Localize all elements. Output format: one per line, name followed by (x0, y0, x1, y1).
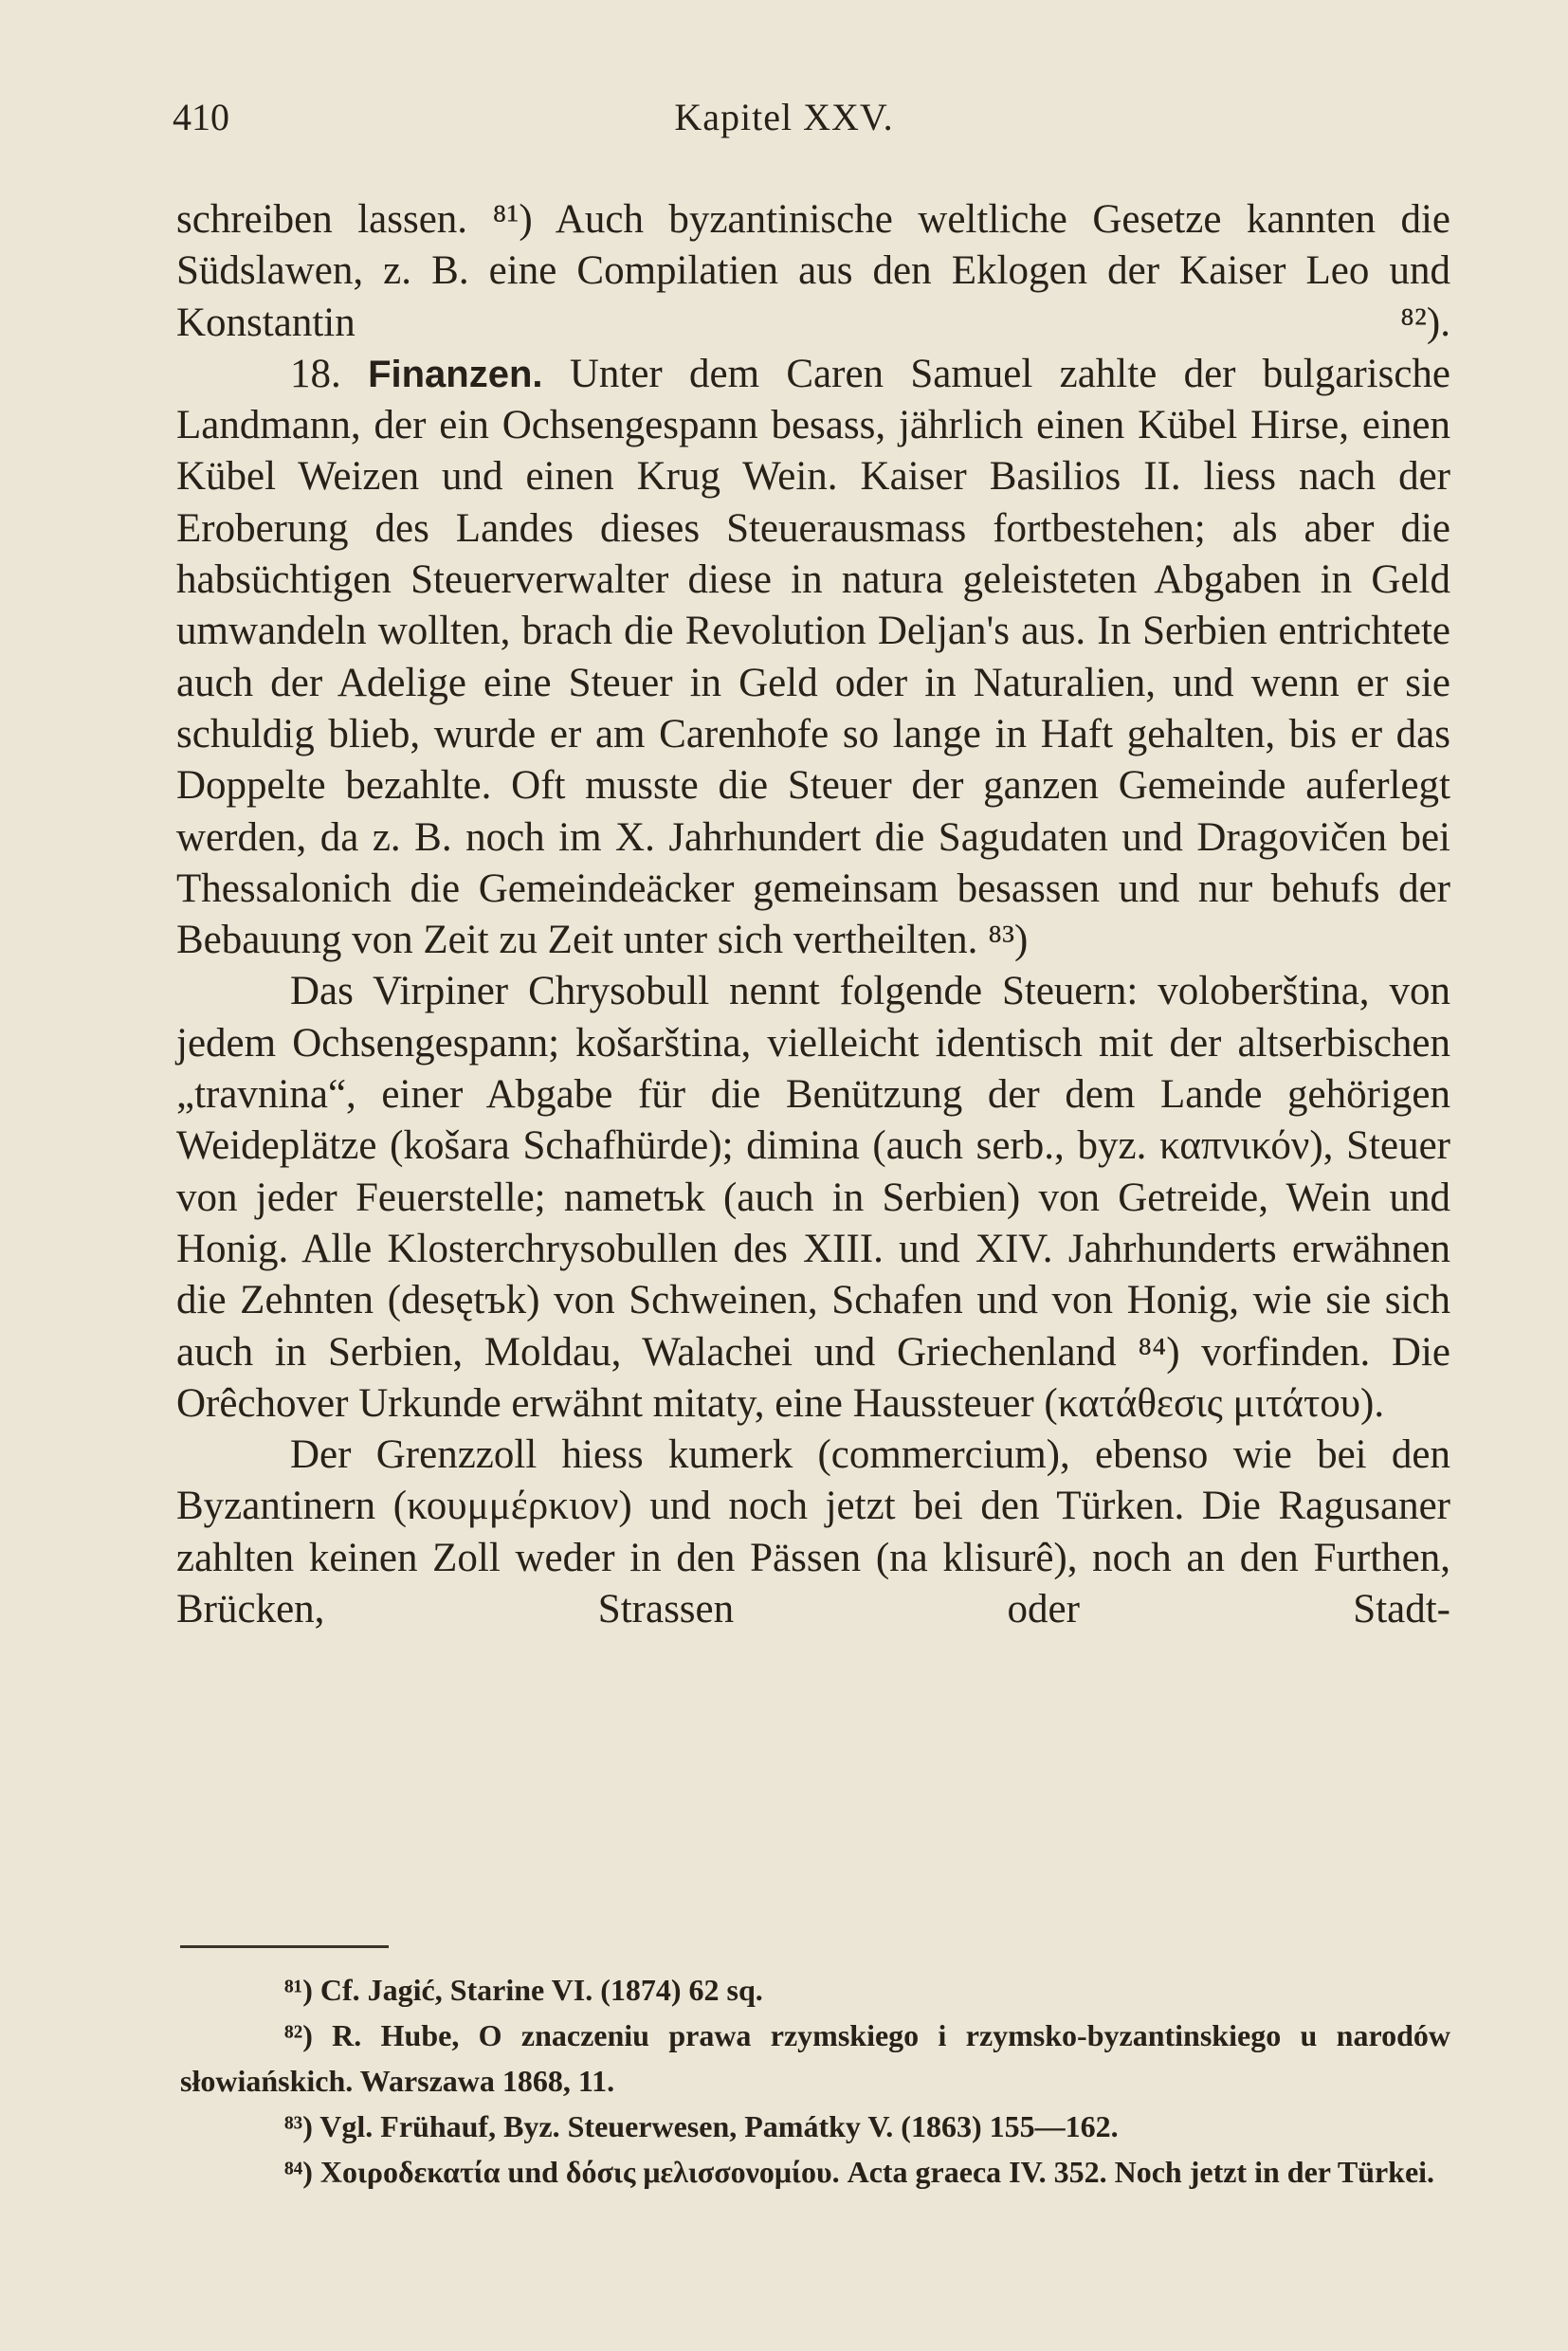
footnote-84: ⁸⁴) Χοιροδεκατία und δόσις μελισσονομίου. Acta graeca IV. 352. Noch jetzt in der Türkei. (284, 2155, 1435, 2189)
paragraph-1: schreiben lassen. ⁸¹) Auch byzantinische weltliche Gesetze kannten die Südslawen, z. B. eine Compilatien aus den Eklogen der Kaiser Leo und Konstantin ⁸²). (176, 197, 1450, 345)
footnote-divider (180, 1945, 389, 1948)
footnote-83: ⁸³) Vgl. Frühauf, Byz. Steuerwesen, Památky V. (1863) 155—162. (284, 2109, 1119, 2143)
page-number: 410 (173, 96, 229, 138)
footnote-82: ⁸²) R. Hube, O znaczeniu prawa rzymskiego i rzymsko-byzantinskiego u narodów słowiańskich. Warszawa 1868, 11. (180, 2018, 1450, 2098)
paragraph-2-finanzen (176, 349, 1450, 967)
running-header (173, 95, 1395, 142)
footnotes (180, 1967, 1450, 2195)
main-text (176, 194, 1450, 1635)
footnote-81: ⁸¹) Cf. Jagić, Starine VI. (1874) 62 sq. (284, 1973, 763, 2007)
section-number: 18. (290, 351, 341, 396)
chapter-title: Kapitel XXV. (674, 96, 894, 138)
section-heading: Finanzen. (368, 353, 543, 395)
paragraph-4: Der Grenzzoll hiess kumerk (commercium), ebenso wie bei den Byzantinern (κουμμέρκιον) und noch jetzt bei den Türken. Die Ragusaner zahlten keinen Zoll weder in den Pässen (na klisurê), noch an den Furthen, Brücken, Strassen oder Stadt- (176, 1432, 1450, 1632)
paragraph-3: Das Virpiner Chrysobull nennt folgende Steuern: voloberština, von jedem Ochsengespann; košarština, vielleicht identisch mit der altserbischen „travnina“, einer Abgabe für die Benützung der dem Lande gehörigen Weideplätze (košara Schafhürde); dimina (auch serb., byz. καπνικόν), Steuer von jeder Feuerstelle; nametъk (auch in Serbien) von Getreide, Wein und Honig. Alle Klosterchrysobullen des XIII. und XIV. Jahrhunderts erwähnen die Zehnten (desętъk) von Schweinen, Schafen und von Honig, wie sie sich auch in Serbien, Moldau, Walachei und Griechenland ⁸⁴) vorfinden. Die Orêchover Urkunde erwähnt mitaty, eine Haussteuer (κατάθεσις μιτάτου). (176, 969, 1450, 1426)
paragraph-2-text: Unter dem Caren Samuel zahlte der bulgarische Landmann, der ein Ochsengespann besass, jährlich einen Kübel Hirse, einen Kübel Weizen und einen Krug Wein. Kaiser Basilios II. liess nach der Eroberung des Landes dieses Steuerausmass fortbestehen; als aber die habsüchtigen Steuerverwalter diese in natura geleisteten Abgaben in Geld umwandeln wollten, brach die Revolution Deljan's aus. In Serbien entrichtete auch der Adelige eine Steuer in Geld oder in Naturalien, und wenn er sie schuldig blieb, wurde er am Carenhofe so lange in Haft gehalten, bis er das Doppelte bezahlte. Oft musste die Steuer der ganzen Gemeinde auferlegt werden, da z. B. noch im X. Jahrhundert die Sagudaten und Dragovičen bei Thessalonich die Gemeindeäcker gemeinsam besassen und nur behufs der Bebauung von Zeit zu Zeit unter sich vertheilten. ⁸³) (176, 351, 1450, 963)
